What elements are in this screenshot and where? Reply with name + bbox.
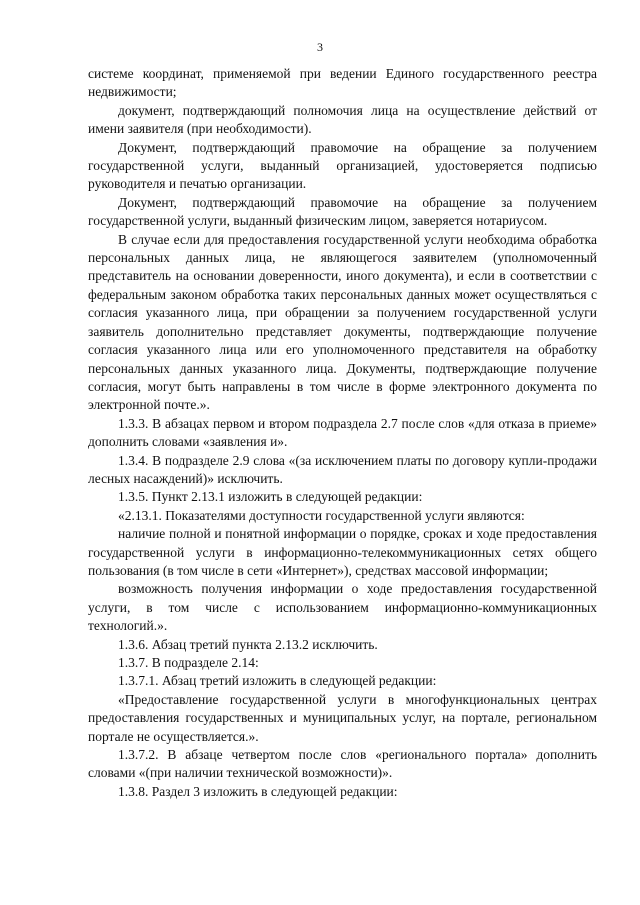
paragraph: 1.3.4. В подразделе 2.9 слова «(за исключением платы по договору купли-продажи лесных насаждений)» исключить. bbox=[88, 452, 597, 486]
paragraph: «Предоставление государственной услуги в многофункциональных центрах предоставления государственных и муниципальных услуг, на портале, региональном портале не осуществляется.». bbox=[88, 691, 597, 744]
paragraph: В случае если для предоставления государственной услуги необходима обработка персональных данных лица, не являющегося заявителем (уполномоченный представитель на основании доверенности, иного документа), и если в соответствии с федеральным законом обработка таких персональных данных может осуществляться с согласия указанного лица, при обращении за получением государственной услуги заявитель дополнительно представляет документы, подтверждающие получение согласия указанного лица или его уполномоченного представителя на обработку персональных данных указанного лица. Документы, подтверждающие получение согласия, могут быть направлены в том числе в форме электронного документа по электронной почте.». bbox=[88, 231, 597, 413]
page-number: 3 bbox=[317, 40, 323, 54]
paragraph: 1.3.7. В подразделе 2.14: bbox=[118, 655, 259, 670]
paragraph: документ, подтверждающий полномочия лица на осуществление действий от имени заявителя (при необходимости). bbox=[88, 102, 597, 137]
paragraph: наличие полной и понятной информации о порядке, сроках и ходе предоставления государственной услуги в информационно-телекоммуникационных сетях общего пользования (в том числе в сети «Интернет»), средствах массовой информации; bbox=[88, 526, 597, 578]
paragraph: 1.3.5. Пункт 2.13.1 изложить в следующей редакции: bbox=[118, 489, 423, 505]
paragraph: 1.3.8. Раздел 3 изложить в следующей редакции: bbox=[118, 783, 398, 799]
paragraph: системе координат, применяемой при ведении Единого государственного реестра недвижимости; bbox=[88, 66, 597, 100]
paragraph: «2.13.1. Показателями доступности государственной услуги являются: bbox=[118, 507, 525, 523]
paragraph: 1.3.6. Абзац третий пункта 2.13.2 исключить. bbox=[118, 636, 378, 652]
paragraph: 1.3.3. В абзацах первом и втором подраздела 2.7 после слов «для отказа в приеме» дополнить словами «заявления и». bbox=[88, 415, 597, 450]
paragraph: возможность получения информации о ходе предоставления государственной услуги, в том числе с использованием информационно-коммуникационных технологий.». bbox=[88, 581, 597, 634]
paragraph: 1.3.7.1. Абзац третий изложить в следующей редакции: bbox=[118, 673, 437, 689]
paragraph: Документ, подтверждающий правомочие на обращение за получением государственной услуги, выданный организацией, удостоверяется подписью руководителя и печатью организации. bbox=[88, 139, 597, 192]
document-body bbox=[88, 65, 597, 801]
paragraph: Документ, подтверждающий правомочие на обращение за получением государственной услуги, выданный физическим лицом, заверяется нотариусом. bbox=[88, 194, 597, 229]
paragraph: 1.3.7.2. В абзаце четвертом после слов «регионального портала» дополнить словами «(при наличии технической возможности)». bbox=[88, 747, 597, 781]
